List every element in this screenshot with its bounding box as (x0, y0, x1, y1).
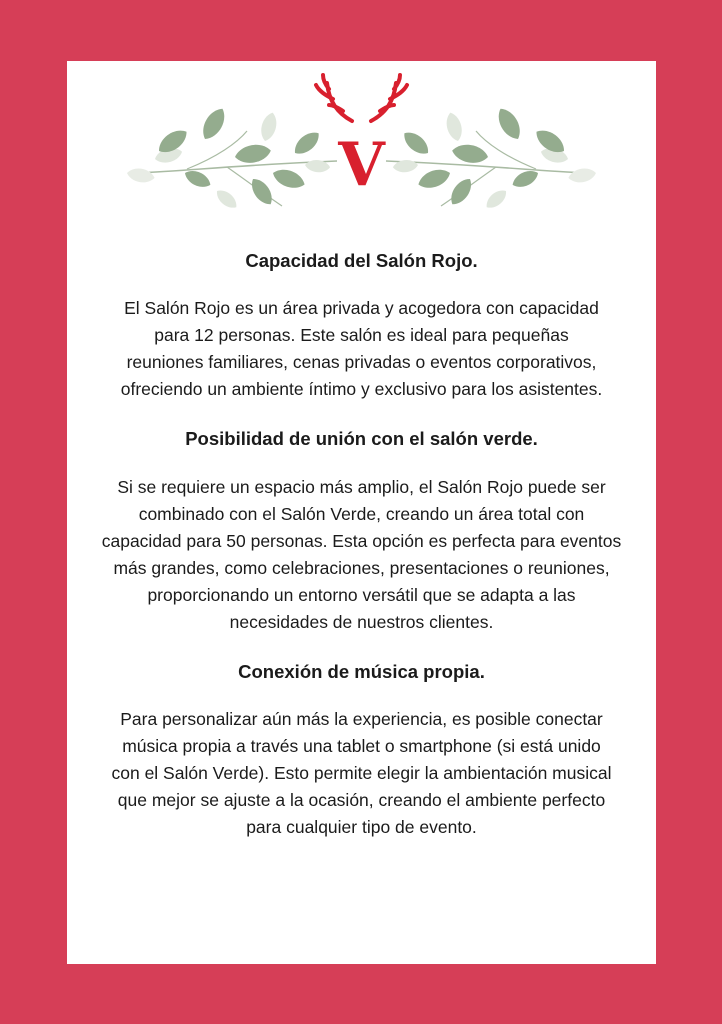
logo-header (67, 61, 656, 231)
content-card (67, 61, 656, 964)
content (67, 247, 656, 841)
leaf-garland-icon (67, 61, 656, 231)
logo-letter: V (338, 130, 385, 200)
section-music (67, 658, 656, 841)
section-body: El Salón Rojo es un área privada y acogedora con capacidad para 12 personas. Este salón es ideal para pequeñas reuniones familiares, cenas privadas o eventos corporativos, ofreciendo un ambiente íntimo y exclusivo para los asistentes. (120, 298, 603, 399)
section-body: Si se requiere un espacio más amplio, el Salón Rojo puede ser combinado con el Salón Verde, creando un área total con capacidad para 50 personas. Esta opción es perfecta para eventos más grandes, como celebraciones, presentaciones o reuniones, proporcionando un entorno versátil que se adapta a las necesidades de nuestros clientes. (101, 477, 622, 632)
antler-v-logo-icon (316, 75, 407, 121)
left-branch (126, 104, 337, 211)
section-title: Posibilidad de unión con el salón verde. (185, 428, 538, 449)
right-branch (386, 104, 597, 211)
section-capacity (67, 247, 656, 403)
section-title: Conexión de música propia. (238, 661, 485, 682)
section-body: Para personalizar aún más la experiencia, es posible conectar música propia a través una tablet o smartphone (si está unido con el Salón Verde). Esto permite elegir la ambientación musical que mejor se ajuste a la ocasión, creando el ambiente perfecto para cualquier tipo de evento. (111, 709, 612, 837)
section-title: Capacidad del Salón Rojo. (245, 250, 478, 271)
section-union (67, 425, 656, 636)
